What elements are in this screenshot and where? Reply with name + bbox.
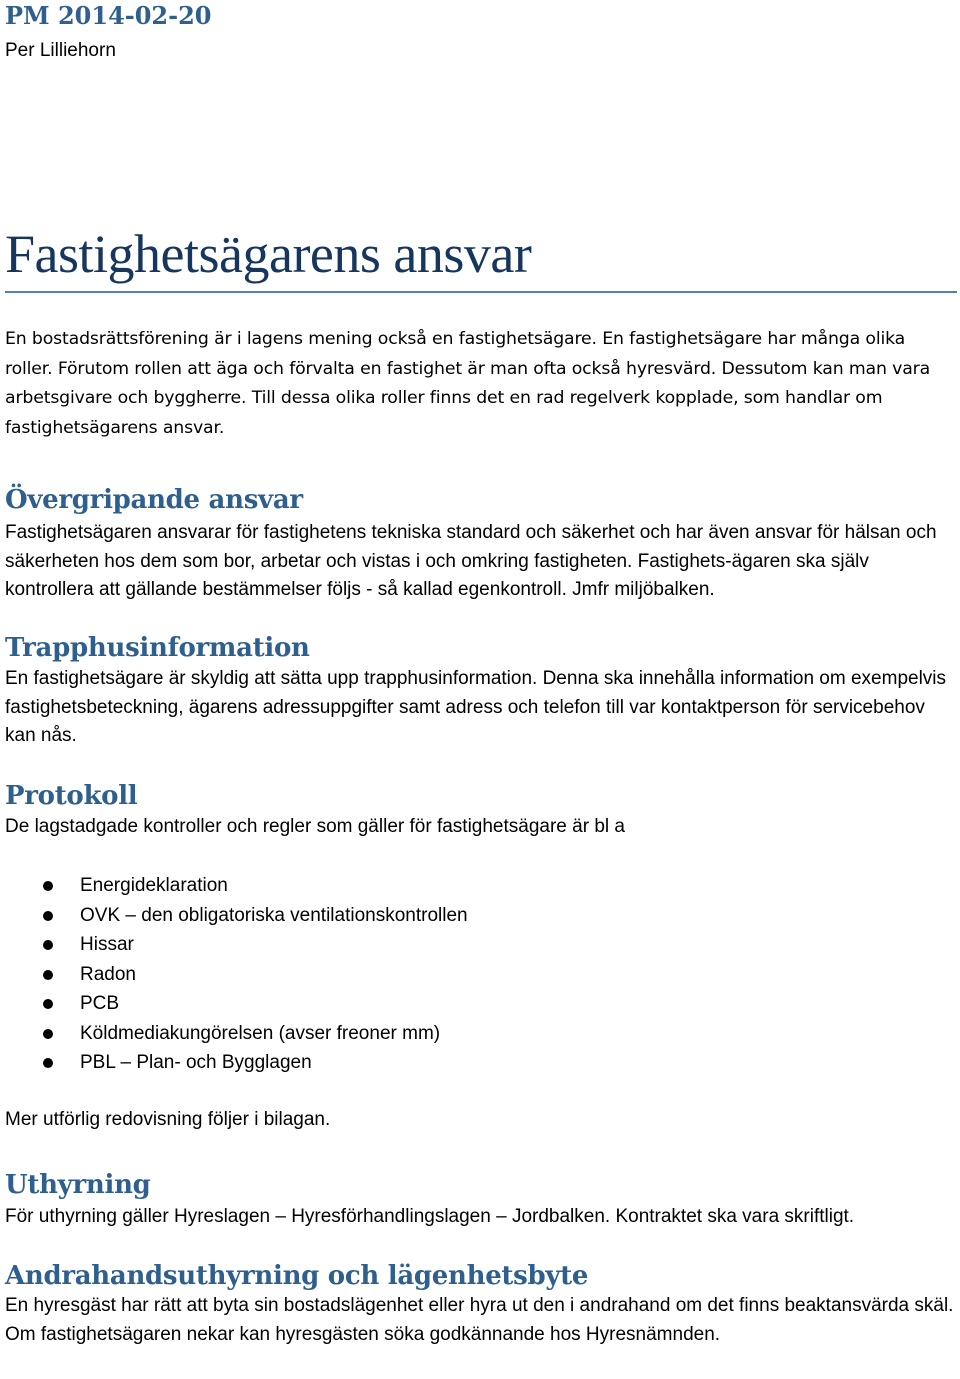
list-item [5, 989, 905, 1019]
list-item [5, 1019, 905, 1049]
heading-andrahandsuthyrning: Andrahandsuthyrning och lägenhetsbyte [5, 1261, 589, 1291]
list-item [5, 901, 905, 931]
heading-trapphusinformation: Trapphusinformation [5, 633, 310, 663]
heading-protokoll: Protokoll [5, 781, 138, 811]
list-item [5, 1048, 905, 1078]
heading-overgripande-ansvar: Övergripande ansvar [5, 485, 303, 515]
list-item-label: OVK – den obligatoriska ventilationskontrollen [80, 904, 468, 926]
paragraph-protokoll: De lagstadgade kontroller och regler som gäller för fastighetsägare är bl a [5, 816, 625, 837]
bullet-icon [43, 1029, 53, 1039]
paragraph-andrahandsuthyrning: En hyresgäst har rätt att byta sin bostadslägenhet eller hyra ut den i andrahand om det finns beaktansvärda skäl. Om fastighetsägaren nekar kan hyresgästen söka godkännande hos Hyresnämnden. [5, 1295, 954, 1345]
author-name: Per Lilliehorn [5, 40, 116, 61]
list-item [5, 871, 905, 901]
bullet-icon [43, 940, 53, 950]
paragraph-trapphusinformation: En fastighetsägare är skyldig att sätta upp trapphusinformation. Denna ska innehålla information om exempelvis fastighetsbeteckning, ägarens adressuppgifter samt adress och telefon till var kontaktperson för servicebehov kan nås. [5, 668, 947, 746]
heading-uthyrning: Uthyrning [5, 1170, 151, 1200]
bullet-icon [43, 911, 53, 921]
bullet-icon [43, 1058, 53, 1068]
memo-date: PM 2014-02-20 [5, 1, 212, 30]
intro-paragraph: En bostadsrättsförening är i lagens mening också en fastighetsägare. En fastighetsägare har många olika roller. Förutom rollen att äga och förvalta en fastighet är man ofta också hyresvärd. Dessutom kan man vara arbetsgivare och byggherre. Till dessa olika roller finns det en rad regelverk kopplade, som handlar om fastighetsägarens ansvar. [5, 329, 931, 438]
list-item-label: Radon [80, 963, 136, 985]
list-item-label: Köldmediakungörelsen (avser freoner mm) [80, 1022, 441, 1044]
list-item-label: PBL – Plan- och Bygglagen [80, 1052, 312, 1073]
paragraph-protokoll-footer: Mer utförlig redovisning följer i bilagan. [5, 1109, 331, 1130]
list-item [5, 960, 905, 990]
protokoll-list [5, 871, 905, 1078]
bullet-icon [43, 881, 53, 891]
paragraph-overgripande-ansvar: Fastighetsägaren ansvarar för fastighetens tekniska standard och säkerhet och har även ansvar för hälsan och säkerheten hos dem som bor, arbetar och vistas i och omkring fastigheten. Fastighets-ägaren ska själv kontrollera att gällande bestämmelser följs - så kallad egenkontroll. Jmfr miljöbalken. [5, 522, 937, 600]
list-item-label: PCB [80, 993, 120, 1014]
title-underline [5, 291, 957, 293]
page-title: Fastighetsägarens ansvar [5, 224, 532, 284]
paragraph-uthyrning: För uthyrning gäller Hyreslagen – Hyresförhandlingslagen – Jordbalken. Kontraktet ska vara skriftligt. [5, 1206, 855, 1227]
list-item-label: Hissar [80, 934, 134, 955]
list-item [5, 930, 905, 960]
list-item-label: Energideklaration [80, 875, 228, 896]
bullet-icon [43, 970, 53, 980]
bullet-icon [43, 999, 53, 1009]
